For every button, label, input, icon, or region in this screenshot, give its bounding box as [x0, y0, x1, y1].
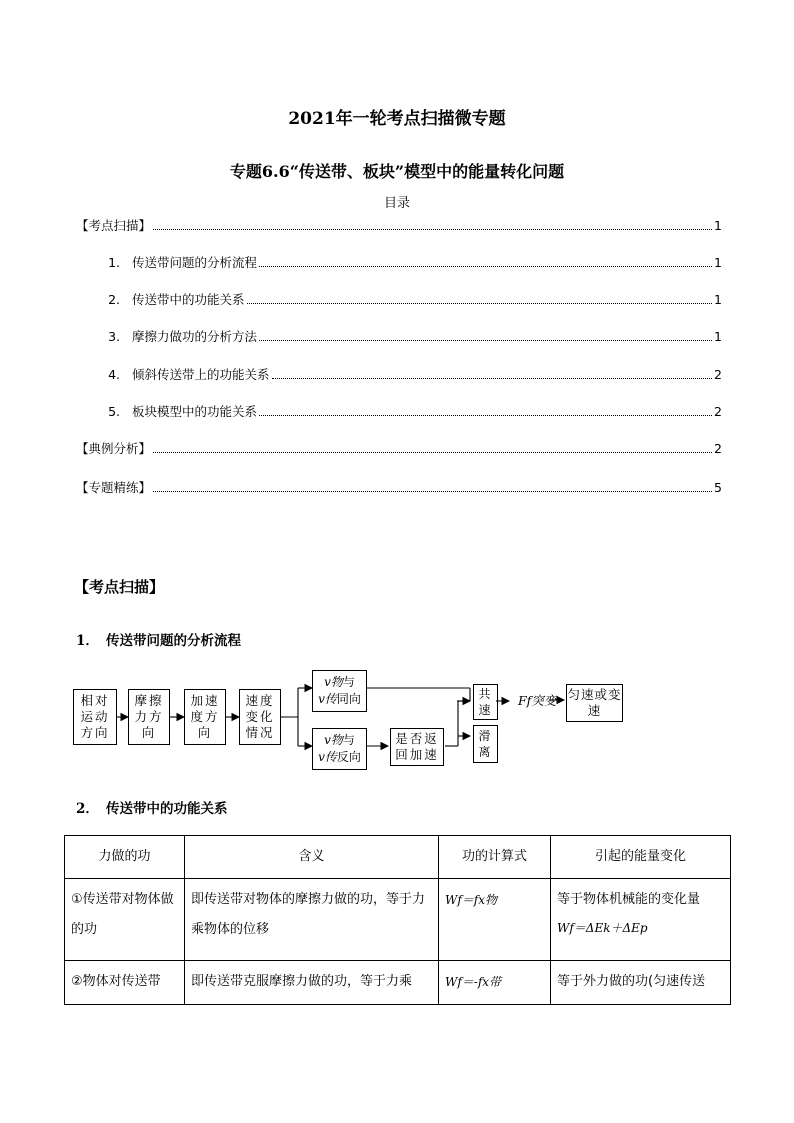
toc-entry-label: 传送带中的功能关系: [132, 292, 245, 307]
toc-leader: [259, 339, 712, 341]
toc-entry-page: 5: [714, 480, 722, 495]
table-cell-energy-change: 等于物体机械能的变化量 Wf＝ΔEk＋ΔEp: [551, 879, 731, 961]
energy-relation-table: [64, 835, 731, 1005]
toc-leader: [272, 377, 713, 379]
toc-entry-label: 【典例分析】: [76, 441, 152, 456]
toc-entry[interactable]: [94, 253, 722, 271]
toc-leader: [259, 414, 712, 416]
toc-entry-num: 5.: [108, 404, 120, 419]
table-header-cell: 力做的功: [65, 836, 185, 879]
toc-entry-label: 板块模型中的功能关系: [132, 404, 258, 419]
flow-ff-change-label: Ff突变: [518, 693, 557, 708]
flow-box-friction-direction: 摩擦力方向: [128, 689, 170, 745]
table-header-cell: 引起的能量变化: [551, 836, 731, 879]
table-header-row: [65, 836, 731, 879]
toc-entry[interactable]: [94, 290, 722, 308]
toc-entry-label: 倾斜传送带上的功能关系: [132, 367, 270, 382]
subsection-num: 2．: [76, 801, 99, 817]
toc-entry-num: 2.: [108, 292, 120, 307]
subsection-num: 1．: [76, 633, 99, 649]
table-header-cell: 含义: [185, 836, 439, 879]
toc-leader: [153, 490, 712, 492]
flow-box-opposite-direction: v物与 v传反向: [312, 728, 367, 770]
toc-entry-num: 1.: [108, 255, 120, 270]
toc-leader: [153, 451, 712, 453]
toc-entry-label: 传送带问题的分析流程: [132, 255, 258, 270]
table-cell-formula: Wf＝-fx带: [439, 961, 551, 1005]
toc-leader: [247, 302, 713, 304]
toc-entry-label: 【专题精练】: [76, 480, 152, 495]
toc-title: 目录: [383, 196, 410, 211]
table-cell-force: ②物体对传送带: [65, 961, 185, 1005]
toc-entry-num: 4.: [108, 367, 120, 382]
toc-entry-page: 1: [714, 329, 722, 344]
toc-entry[interactable]: [76, 439, 722, 457]
table-cell-energy-change: 等于外力做的功(匀速传送: [551, 961, 731, 1005]
toc-entry-page: 2: [714, 441, 722, 456]
toc-entry[interactable]: [76, 216, 722, 234]
toc-entry[interactable]: [94, 327, 722, 345]
flow-box-result: 匀速或变速: [566, 684, 623, 722]
subsection-heading-1: [76, 629, 241, 649]
toc-entry-page: 2: [714, 367, 722, 382]
toc-entry-page: 2: [714, 404, 722, 419]
document-subtitle: 专题6.6“传送带、板块”模型中的能量转化问题: [229, 162, 565, 181]
toc-entry-page: 1: [714, 255, 722, 270]
flow-box-return-acceleration: 是否返回加速: [390, 728, 444, 766]
toc-entry-label: 摩擦力做功的分析方法: [132, 329, 258, 344]
toc-entry[interactable]: [94, 402, 722, 420]
flow-box-slide-off: 滑离: [473, 725, 498, 763]
toc-leader: [259, 265, 712, 267]
toc-entry-label: 【考点扫描】: [76, 218, 152, 233]
table-cell-meaning: 即传送带对物体的摩擦力做的功，等于力乘物体的位移: [185, 879, 439, 961]
table-cell-formula: Wf＝fx物: [439, 879, 551, 961]
subsection-title: 传送带中的功能关系: [106, 801, 228, 817]
table-cell-meaning: 即传送带克服摩擦力做的功，等于力乘: [185, 961, 439, 1005]
table-row: [65, 961, 731, 1005]
flow-box-same-direction: v物与 v传同向: [312, 670, 367, 712]
flow-box-common-velocity: 共速: [473, 684, 498, 720]
flow-box-relative-motion: 相对运动方向: [73, 689, 117, 745]
table-header-cell: 功的计算式: [439, 836, 551, 879]
toc-entry-num: 3.: [108, 329, 120, 344]
subsection-title: 传送带问题的分析流程: [106, 633, 241, 649]
table-cell-force: ①传送带对物体做的功: [65, 879, 185, 961]
toc-leader: [153, 228, 712, 230]
table-row: [65, 879, 731, 961]
flow-box-acceleration-direction: 加速度方向: [184, 689, 226, 745]
subsection-heading-2: [76, 797, 228, 817]
toc-entry[interactable]: [76, 478, 722, 496]
section-heading: 【考点扫描】: [74, 578, 165, 596]
toc-entry[interactable]: [94, 365, 722, 383]
toc-entry-page: 1: [714, 218, 722, 233]
toc-entry-page: 1: [714, 292, 722, 307]
flow-box-velocity-change: 速度变化情况: [239, 689, 281, 745]
document-title: 2021年一轮考点扫描微专题: [288, 109, 506, 129]
